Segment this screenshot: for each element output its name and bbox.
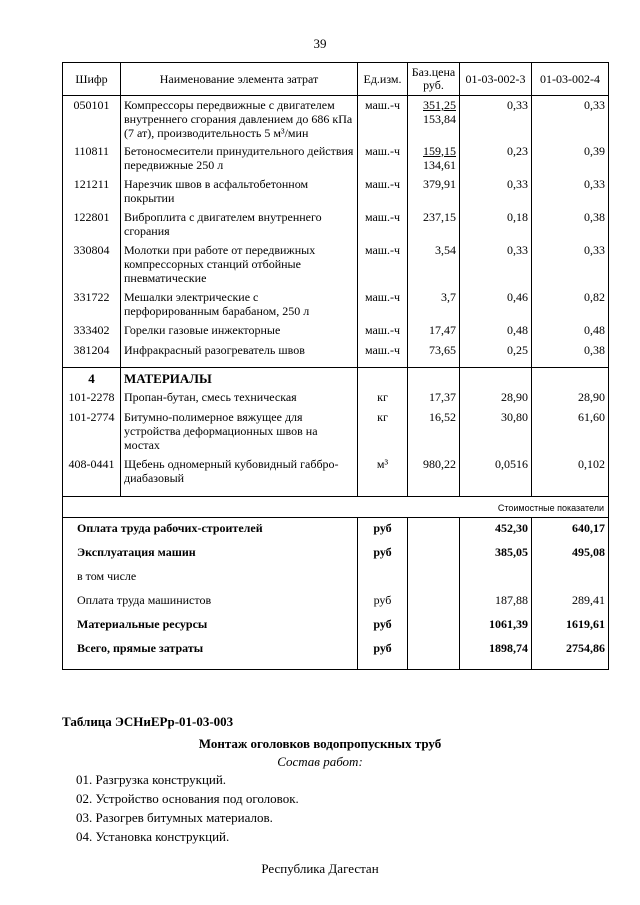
works-item: 03. Разогрев битумных материалов. bbox=[76, 810, 273, 825]
summary-empty bbox=[408, 590, 460, 614]
resources-table bbox=[62, 62, 609, 670]
works-title: Состав работ: bbox=[277, 754, 363, 769]
row-code: 333402 bbox=[63, 322, 121, 342]
section-row bbox=[63, 368, 609, 390]
table-row bbox=[63, 209, 609, 242]
row-code: 110811 bbox=[63, 143, 121, 176]
summary-row bbox=[63, 566, 609, 590]
row-name: Битумно-полимерное вяжущее для устройства деформационных швов на мостах bbox=[121, 409, 358, 456]
row-unit: маш.-ч bbox=[358, 96, 408, 143]
summary-empty bbox=[408, 614, 460, 638]
row-name: Молотки при работе от передвижных компрессорных станций отбойные пневматические bbox=[121, 242, 358, 289]
table-row bbox=[63, 389, 609, 409]
works-item: 04. Установка конструкций. bbox=[76, 829, 230, 844]
summary-rows bbox=[63, 517, 609, 669]
row-price-value: 351,25 bbox=[423, 98, 456, 112]
row-code: 408-0441 bbox=[63, 456, 121, 496]
works-list bbox=[76, 772, 299, 848]
row-name: Мешалки электрические с перфорированным барабаном, 250 л bbox=[121, 289, 358, 322]
row-price-value: 159,15 bbox=[423, 143, 456, 158]
header-price-line2: руб. bbox=[423, 78, 444, 92]
row-price-value-2: 134,61 bbox=[423, 157, 456, 172]
summary-value-col1: 452,30 bbox=[460, 517, 532, 542]
summary-row bbox=[63, 614, 609, 638]
row-value-col2: 0,38 bbox=[532, 342, 609, 368]
table-row bbox=[63, 322, 609, 342]
row-price bbox=[408, 289, 460, 322]
row-code: 050101 bbox=[63, 96, 121, 143]
row-price: 16,52 bbox=[408, 409, 460, 456]
row-value-col1: 0,23 bbox=[460, 143, 532, 176]
header-unit: Ед.изм. bbox=[358, 63, 408, 96]
summary-unit: руб bbox=[358, 614, 408, 638]
row-price-value: 237,15 bbox=[423, 209, 456, 224]
row-price-value: 73,65 bbox=[429, 342, 456, 357]
table-header-row bbox=[63, 63, 609, 96]
summary-value-col1: 187,88 bbox=[460, 590, 532, 614]
table-row bbox=[63, 456, 609, 496]
summary-value-col2: 495,08 bbox=[532, 542, 609, 566]
table-row bbox=[63, 176, 609, 209]
row-price-value-2: 153,84 bbox=[423, 112, 456, 126]
summary-row bbox=[63, 590, 609, 614]
cost-header-row bbox=[63, 496, 609, 517]
row-unit: м³ bbox=[358, 456, 408, 496]
header-price bbox=[408, 63, 460, 96]
table-row bbox=[63, 409, 609, 456]
row-unit: маш.-ч bbox=[358, 143, 408, 176]
table-row bbox=[63, 242, 609, 289]
summary-value-col2: 2754,86 bbox=[532, 638, 609, 670]
header-col1: 01-03-002-3 bbox=[460, 63, 532, 96]
machine-rows bbox=[63, 96, 609, 368]
row-price bbox=[408, 209, 460, 242]
row-unit: маш.-ч bbox=[358, 289, 408, 322]
row-value-col1: 0,46 bbox=[460, 289, 532, 322]
section-number: 4 bbox=[63, 368, 121, 390]
summary-row bbox=[63, 517, 609, 542]
row-value-col1: 0,33 bbox=[460, 96, 532, 143]
summary-unit bbox=[358, 566, 408, 590]
row-name: Бетоносмесители принудительного действия передвижные 250 л bbox=[121, 143, 358, 176]
row-value-col2: 0,33 bbox=[532, 176, 609, 209]
row-value-col2: 0,33 bbox=[532, 96, 609, 143]
summary-unit: руб bbox=[358, 638, 408, 670]
summary-name: Оплата труда рабочих-строителей bbox=[63, 517, 358, 542]
row-value-col2: 61,60 bbox=[532, 409, 609, 456]
row-unit: маш.-ч bbox=[358, 242, 408, 289]
row-price-value: 3,7 bbox=[441, 289, 456, 304]
row-value-col1: 0,25 bbox=[460, 342, 532, 368]
summary-value-col2: 1619,61 bbox=[532, 614, 609, 638]
next-table-subtitle: Монтаж оголовков водопропускных труб bbox=[198, 736, 442, 751]
row-value-col1: 0,33 bbox=[460, 176, 532, 209]
row-code: 101-2774 bbox=[63, 409, 121, 456]
summary-empty bbox=[408, 517, 460, 542]
row-value-col1: 30,80 bbox=[460, 409, 532, 456]
row-price bbox=[408, 96, 460, 143]
row-price: 17,37 bbox=[408, 389, 460, 409]
summary-name: Всего, прямые затраты bbox=[63, 638, 358, 670]
header-price-line1: Баз.цена bbox=[411, 65, 456, 79]
works-item: 02. Устройство основания под оголовок. bbox=[76, 791, 299, 806]
row-price-value: 379,91 bbox=[423, 176, 456, 191]
summary-name: в том числе bbox=[63, 566, 358, 590]
row-price: 980,22 bbox=[408, 456, 460, 496]
summary-empty bbox=[408, 566, 460, 590]
table-row bbox=[63, 143, 609, 176]
summary-unit: руб bbox=[358, 590, 408, 614]
row-unit: маш.-ч bbox=[358, 322, 408, 342]
page-number: 39 bbox=[313, 36, 327, 51]
row-code: 331722 bbox=[63, 289, 121, 322]
table-row bbox=[63, 289, 609, 322]
row-value-col1: 0,48 bbox=[460, 322, 532, 342]
row-code: 121211 bbox=[63, 176, 121, 209]
row-price-value: 3,54 bbox=[435, 242, 456, 257]
row-name: Нарезчик швов в асфальтобетонном покрытии bbox=[121, 176, 358, 209]
summary-empty bbox=[408, 542, 460, 566]
row-value-col2: 0,102 bbox=[532, 456, 609, 496]
table-row bbox=[63, 96, 609, 143]
page-footer: Республика Дагестан bbox=[261, 861, 379, 876]
row-name: Инфракрасный разогреватель швов bbox=[121, 342, 358, 368]
summary-value-col2 bbox=[532, 566, 609, 590]
row-price-value: 17,47 bbox=[429, 322, 456, 337]
row-code: 122801 bbox=[63, 209, 121, 242]
summary-name: Материальные ресурсы bbox=[63, 614, 358, 638]
row-price bbox=[408, 242, 460, 289]
summary-row bbox=[63, 542, 609, 566]
row-value-col2: 0,38 bbox=[532, 209, 609, 242]
header-name: Наименование элемента затрат bbox=[121, 63, 358, 96]
row-code: 101-2278 bbox=[63, 389, 121, 409]
works-item: 01. Разгрузка конструкций. bbox=[76, 772, 227, 787]
row-value-col1: 0,18 bbox=[460, 209, 532, 242]
next-table-title: Таблица ЭСНиЕРр-01-03-003 bbox=[62, 714, 234, 729]
summary-name: Эксплуатация машин bbox=[63, 542, 358, 566]
summary-value-col2: 289,41 bbox=[532, 590, 609, 614]
row-name: Щебень одномерный кубовидный габбро-диабазовый bbox=[121, 456, 358, 496]
summary-value-col1 bbox=[460, 566, 532, 590]
row-value-col2: 0,82 bbox=[532, 289, 609, 322]
summary-unit: руб bbox=[358, 517, 408, 542]
row-price bbox=[408, 322, 460, 342]
row-price bbox=[408, 143, 460, 176]
summary-unit: руб bbox=[358, 542, 408, 566]
row-price bbox=[408, 176, 460, 209]
row-value-col2: 28,90 bbox=[532, 389, 609, 409]
row-value-col1: 28,90 bbox=[460, 389, 532, 409]
row-code: 330804 bbox=[63, 242, 121, 289]
row-name: Горелки газовые инжекторные bbox=[121, 322, 358, 342]
summary-value-col2: 640,17 bbox=[532, 517, 609, 542]
section-title: МАТЕРИАЛЫ bbox=[121, 368, 358, 390]
table-row bbox=[63, 342, 609, 368]
row-value-col1: 0,33 bbox=[460, 242, 532, 289]
row-value-col2: 0,39 bbox=[532, 143, 609, 176]
materials-section bbox=[63, 368, 609, 390]
summary-value-col1: 1061,39 bbox=[460, 614, 532, 638]
summary-empty bbox=[408, 638, 460, 670]
row-value-col1: 0,0516 bbox=[460, 456, 532, 496]
material-rows bbox=[63, 389, 609, 496]
row-name: Пропан-бутан, смесь техническая bbox=[121, 389, 358, 409]
row-unit: кг bbox=[358, 409, 408, 456]
row-unit: маш.-ч bbox=[358, 342, 408, 368]
summary-row bbox=[63, 638, 609, 670]
row-code: 381204 bbox=[63, 342, 121, 368]
row-unit: маш.-ч bbox=[358, 209, 408, 242]
row-unit: кг bbox=[358, 389, 408, 409]
row-value-col2: 0,48 bbox=[532, 322, 609, 342]
row-price bbox=[408, 342, 460, 368]
summary-name: Оплата труда машинистов bbox=[63, 590, 358, 614]
row-unit: маш.-ч bbox=[358, 176, 408, 209]
summary-value-col1: 1898,74 bbox=[460, 638, 532, 670]
summary-value-col1: 385,05 bbox=[460, 542, 532, 566]
header-col2: 01-03-002-4 bbox=[532, 63, 609, 96]
row-value-col2: 0,33 bbox=[532, 242, 609, 289]
cost-header: Стоимостные показатели bbox=[63, 496, 609, 517]
row-name: Виброплита с двигателем внутреннего сгорания bbox=[121, 209, 358, 242]
row-name: Компрессоры передвижные с двигателем внутреннего сгорания давлением до 686 кПа (7 ат), производительность 5 м³/мин bbox=[121, 96, 358, 143]
header-code: Шифр bbox=[63, 63, 121, 96]
